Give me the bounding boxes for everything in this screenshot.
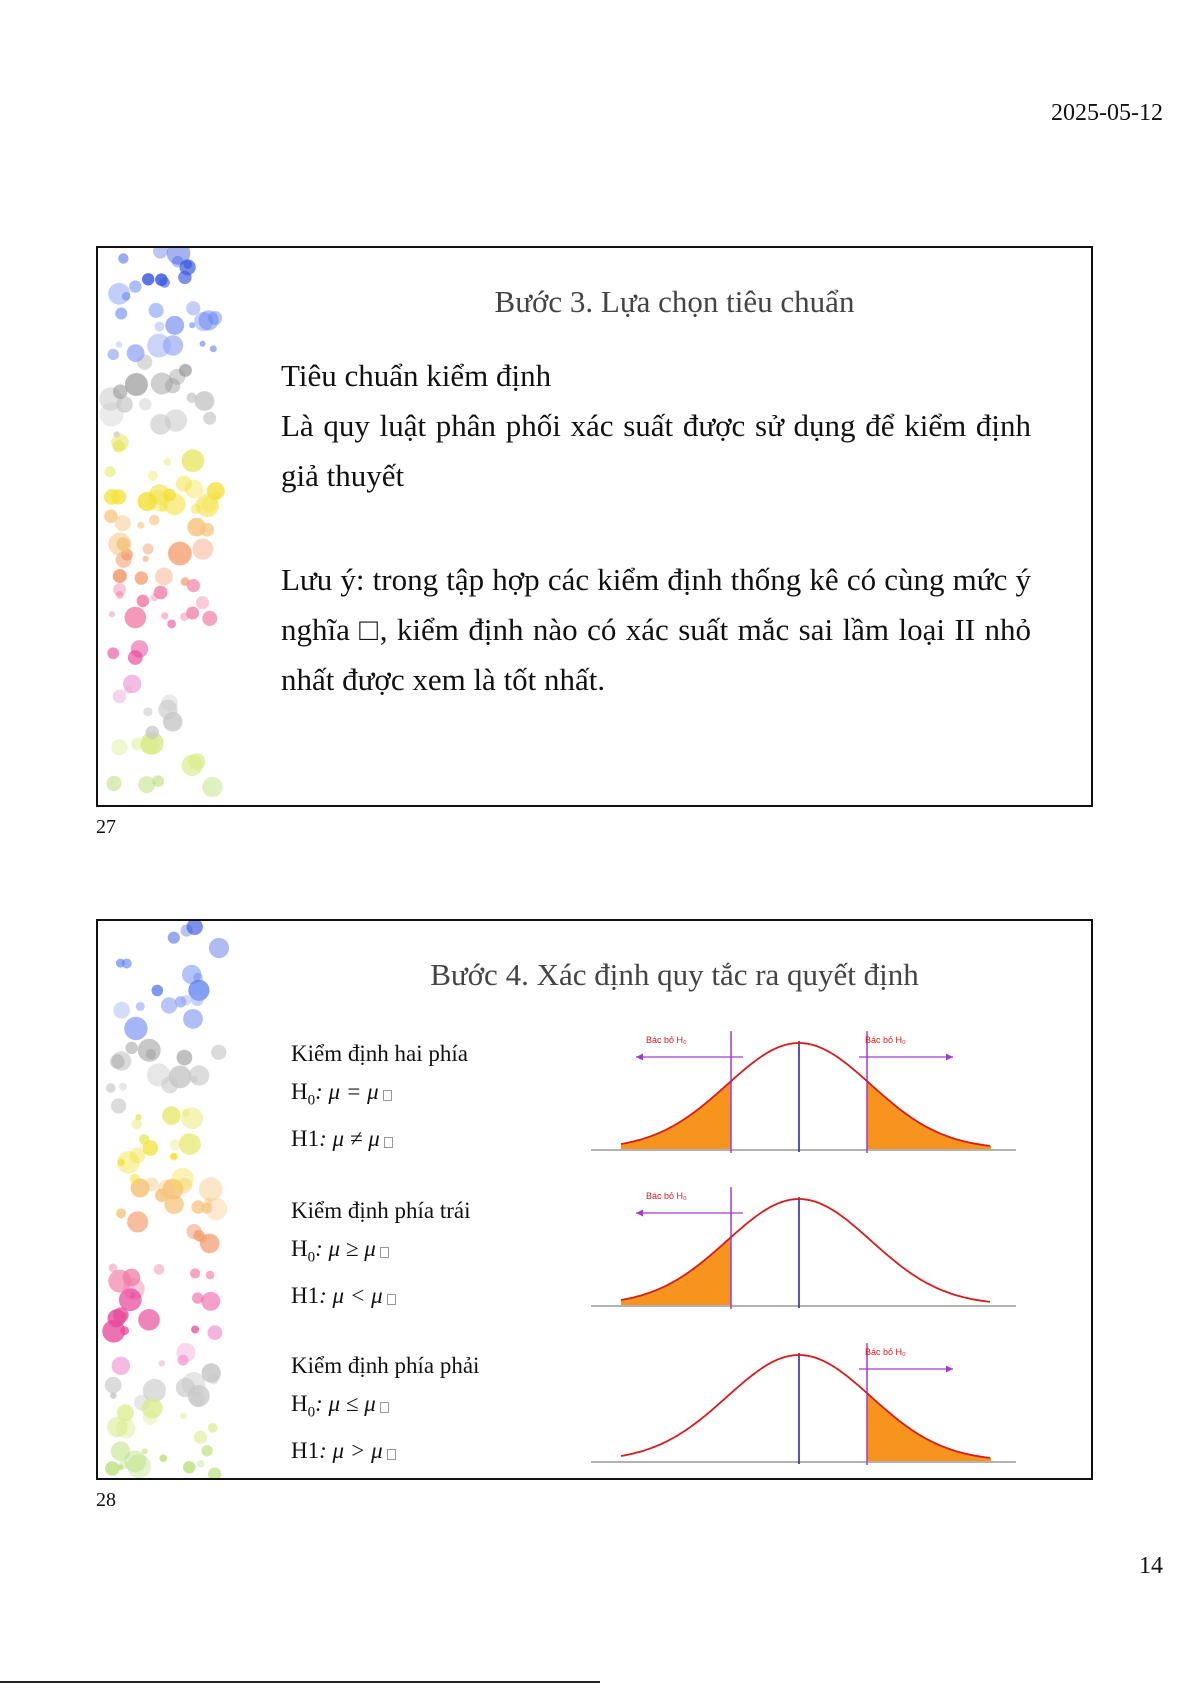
bubble — [113, 690, 126, 703]
left-arrow-head — [636, 1210, 643, 1217]
bubble — [208, 1374, 218, 1384]
bubble — [191, 504, 202, 515]
bubble — [123, 675, 141, 693]
right-rejection-area — [867, 1393, 991, 1461]
bubble — [180, 612, 189, 621]
bubble — [130, 1174, 140, 1184]
bubble — [159, 1360, 165, 1366]
bubble — [112, 1357, 130, 1375]
bubble — [208, 1325, 223, 1340]
bubble — [203, 412, 216, 425]
bubble — [181, 995, 192, 1006]
bubble — [163, 458, 171, 466]
bubble — [146, 726, 159, 739]
bubble — [180, 1413, 187, 1420]
bubble — [181, 924, 193, 936]
left-sided-test — [291, 1192, 471, 1315]
normal-curve — [621, 1355, 990, 1458]
test-heading: Kiểm định phía phải — [291, 1353, 480, 1378]
bubble — [111, 1098, 126, 1113]
bubble — [189, 1065, 209, 1085]
right-arrow-head — [946, 1366, 953, 1373]
criterion-heading: Tiêu chuẩn kiểm định — [281, 358, 552, 393]
chart-right-sided — [591, 1333, 1058, 1473]
bubble — [194, 1431, 207, 1444]
bubble — [127, 344, 145, 362]
bubble — [143, 1411, 157, 1425]
h1-hypothesis: H1: μ ≠ μ — [291, 1120, 468, 1158]
bubble — [179, 1133, 201, 1155]
h1-hypothesis: H1: μ < μ — [291, 1277, 471, 1315]
bubble — [135, 571, 148, 584]
bubble — [119, 1083, 127, 1091]
bubble — [128, 650, 143, 665]
bubble — [142, 1448, 148, 1454]
bubble — [181, 1107, 203, 1129]
slide-title: Bước 4. Xác định quy tắc ra quyết định — [430, 957, 919, 992]
slide-27 — [96, 246, 1093, 807]
bubble — [116, 1208, 126, 1218]
bubble — [170, 1140, 181, 1151]
bubble — [110, 1392, 117, 1399]
bubble — [136, 1002, 145, 1011]
bubble — [207, 482, 225, 500]
criterion-note: Lưu ý: trong tập hợp các kiểm định thống kê có cùng mức ý nghĩa □, kiểm định nào có xác suất mắc sai lầm loại II nhỏ nhất được xem là tốt nhất. — [281, 562, 1031, 697]
bubble — [111, 739, 127, 755]
bubble — [201, 1445, 212, 1456]
bubble — [188, 1385, 210, 1407]
h0-hypothesis: $H_0$: μ = μ — [291, 1073, 468, 1120]
bubble — [107, 647, 119, 659]
two-sided-test — [291, 1035, 468, 1158]
bubble — [131, 1119, 142, 1130]
left-rejection-area — [621, 1237, 731, 1305]
bubble — [163, 712, 183, 732]
bubble — [204, 1198, 212, 1206]
right-reject-label: Bác bỏ H₀ — [865, 1035, 906, 1045]
bubble — [161, 612, 168, 619]
slide-28 — [96, 919, 1093, 1480]
right-sided-test — [291, 1347, 479, 1470]
bubble — [108, 533, 131, 556]
bubble — [143, 1140, 159, 1156]
bubble — [105, 1377, 122, 1394]
bubble — [139, 398, 151, 410]
bubble — [186, 301, 200, 315]
bubble — [142, 273, 154, 285]
bubble — [115, 308, 127, 320]
bubble — [155, 322, 165, 332]
bubble — [119, 1460, 128, 1469]
bubble — [195, 391, 215, 411]
right-rejection-area — [867, 1081, 991, 1149]
bubble — [197, 1460, 204, 1467]
slide-number: 27 — [96, 816, 116, 838]
h1-hypothesis: H1: μ > μ — [291, 1432, 479, 1470]
slide-number: 28 — [96, 1489, 116, 1511]
bubble — [106, 1083, 116, 1093]
bubble — [113, 1002, 130, 1019]
bubble — [154, 586, 168, 600]
bubble — [182, 449, 205, 472]
bubble — [200, 523, 214, 537]
bottom-rule — [0, 1681, 600, 1683]
bubble — [171, 1153, 177, 1159]
bubble — [206, 1271, 215, 1280]
bubble — [142, 556, 148, 562]
page-number: 14 — [1139, 1553, 1163, 1579]
bubble — [159, 1454, 167, 1462]
bubble — [108, 349, 119, 360]
bubble — [125, 607, 147, 629]
bubble — [180, 259, 196, 275]
left-arrow-head — [636, 1054, 643, 1061]
bubble — [111, 434, 128, 451]
right-arrow-head — [946, 1054, 953, 1061]
bubble — [189, 322, 195, 328]
bubble — [149, 303, 164, 318]
bubble — [127, 1211, 148, 1232]
bubble — [191, 993, 204, 1006]
bubble — [181, 577, 190, 586]
bubble — [112, 1051, 132, 1071]
bubble — [202, 777, 222, 797]
bubble — [122, 292, 131, 301]
bubble — [192, 539, 213, 560]
bubble — [183, 1461, 196, 1474]
bubble — [118, 253, 128, 263]
bubble — [153, 248, 168, 259]
bubble — [168, 932, 180, 944]
bubble — [198, 1234, 207, 1243]
bubble — [104, 489, 120, 505]
bubble — [169, 369, 185, 385]
bubble — [171, 1168, 194, 1191]
bubble — [159, 277, 170, 288]
bubble — [211, 1045, 226, 1060]
bubble — [177, 1050, 193, 1066]
right-reject-label: Bác bỏ H₀ — [865, 1347, 906, 1357]
bubble — [199, 1177, 223, 1201]
bubble — [185, 480, 204, 499]
left-reject-label: Bác bỏ H₀ — [646, 1191, 687, 1201]
bubble-decoration — [98, 248, 248, 807]
bubble — [176, 1343, 195, 1362]
bubble — [182, 965, 201, 984]
bubble — [190, 1268, 200, 1278]
bubble — [183, 1009, 203, 1029]
bubble — [188, 753, 205, 770]
slide-title: Bước 3. Lựa chọn tiêu chuẩn — [494, 284, 855, 319]
bubble — [159, 503, 168, 512]
h0-hypothesis: $H_0$: μ ≥ μ — [291, 1230, 471, 1277]
bubble — [201, 1292, 220, 1311]
h0-hypothesis: $H_0$: μ ≤ μ — [291, 1385, 479, 1432]
bubble — [113, 384, 128, 399]
bubble — [165, 316, 184, 335]
left-rejection-area — [621, 1081, 731, 1149]
bubble — [148, 471, 158, 481]
test-heading: Kiểm định phía trái — [291, 1198, 471, 1223]
bubble — [146, 1049, 156, 1059]
bubble — [138, 776, 155, 793]
bubble — [116, 591, 124, 599]
bubble — [122, 959, 132, 969]
bubble — [125, 373, 148, 396]
bubble — [109, 611, 115, 617]
bubble — [116, 1419, 136, 1439]
bubble — [118, 1159, 125, 1166]
bubble — [154, 1264, 165, 1275]
bubble — [168, 542, 192, 566]
bubble — [137, 522, 144, 529]
test-heading: Kiểm định hai phía — [291, 1041, 468, 1066]
criterion-definition: Là quy luật phân phối xác suất được sử dụng để kiểm định giả thuyết — [281, 408, 1031, 493]
bubble — [163, 335, 183, 355]
chart-left-sided — [591, 1177, 1058, 1317]
chart-two-sided — [591, 1021, 1058, 1161]
bubble — [167, 620, 176, 629]
bubble — [106, 776, 121, 791]
bubble — [161, 997, 177, 1013]
bubble — [135, 1114, 141, 1120]
bubble — [143, 707, 152, 716]
bubble — [104, 466, 115, 477]
bubble — [150, 414, 171, 435]
page-date: 2025-05-12 — [1051, 100, 1163, 126]
bubble — [152, 985, 164, 997]
bubble — [108, 1270, 131, 1293]
bubble — [137, 595, 150, 608]
bubble — [108, 1309, 126, 1327]
bubble — [127, 1454, 151, 1478]
bubble — [161, 695, 178, 712]
bubble — [194, 312, 213, 331]
bubble — [208, 1423, 218, 1433]
bubble — [100, 402, 124, 426]
bubble — [149, 515, 160, 526]
bubble — [155, 568, 173, 586]
bubble — [162, 1106, 181, 1125]
bubble — [116, 341, 123, 348]
bubble — [113, 569, 127, 583]
bubble — [191, 1326, 199, 1334]
bubble — [208, 1468, 222, 1481]
bubble — [129, 280, 141, 292]
bubble — [209, 938, 229, 958]
bubble — [104, 510, 117, 523]
bubble — [105, 1461, 119, 1475]
bubble — [143, 543, 154, 554]
bubble — [202, 611, 217, 626]
bubble-decoration — [98, 921, 248, 1480]
bubble — [210, 345, 217, 352]
bubble — [196, 596, 209, 609]
bubble — [111, 1442, 131, 1462]
bubble — [200, 341, 206, 347]
bubble — [140, 736, 158, 754]
left-reject-label: Bác bỏ H₀ — [646, 1035, 687, 1045]
bubble — [125, 1042, 137, 1054]
bubble — [147, 1063, 170, 1086]
bubble — [138, 1309, 160, 1331]
bubble — [124, 1017, 147, 1040]
